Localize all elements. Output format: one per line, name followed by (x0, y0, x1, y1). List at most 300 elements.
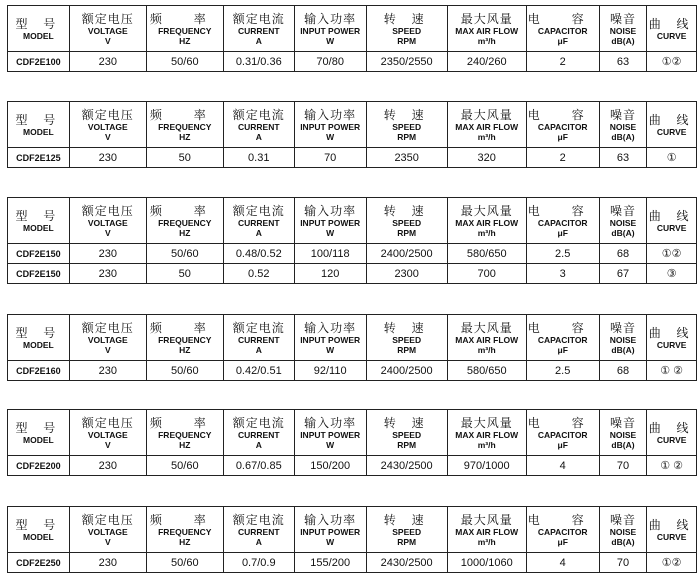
header-cn-label: 曲 线 (648, 420, 695, 435)
header-unit-label: V (104, 439, 111, 450)
model-cell: CDF2E150 (8, 264, 70, 284)
header-unit-label: HZ (179, 227, 191, 238)
header-en-label: CURRENT (237, 429, 280, 440)
header-en-label: MAX AIR FLOW (455, 429, 519, 440)
header-cn-label: 额定电压 (81, 11, 134, 26)
header-en-label: NOISE (609, 526, 637, 537)
header-cell (69, 315, 146, 361)
header-en-label: FREQUENCY (158, 429, 212, 440)
header-cn-label: 最大风量 (460, 320, 513, 335)
header-cell (447, 410, 526, 456)
header-unit-label: RPM (397, 536, 417, 547)
header-unit-label: μF (557, 439, 568, 450)
table-cell: 2 (526, 148, 599, 168)
header-cn-label: 型 号 (15, 16, 62, 31)
header-cell (146, 198, 223, 244)
header-cn-label: 型 号 (15, 517, 62, 532)
table-cell: 50 (146, 264, 223, 284)
header-en-label: CURRENT (237, 217, 280, 228)
header-cell (223, 315, 294, 361)
table-cell: 0.31 (223, 148, 294, 168)
header-cn-label: 输入功率 (304, 107, 357, 122)
table-row (8, 244, 697, 264)
header-unit-label: W (326, 131, 335, 142)
header-unit-label: HZ (179, 439, 191, 450)
table-cell: 230 (69, 361, 146, 381)
header-en-label: SPEED (392, 334, 422, 345)
header-cn-label: 频 率 (149, 203, 220, 218)
header-cell (526, 507, 599, 553)
header-cell (69, 410, 146, 456)
header-unit-label: A (255, 131, 262, 142)
table-row (8, 456, 697, 476)
spec-table (7, 506, 697, 573)
table-cell: 70/80 (294, 52, 366, 72)
header-cell (366, 102, 447, 148)
header-cell (647, 507, 697, 553)
header-cell (647, 6, 697, 52)
header-unit-label: V (104, 35, 111, 46)
header-cell (8, 6, 70, 52)
header-cn-label: 额定电流 (232, 320, 285, 335)
header-cn-label: 最大风量 (460, 107, 513, 122)
header-row (8, 6, 697, 52)
header-cell (599, 410, 647, 456)
spec-table (7, 5, 697, 72)
header-unit-label: W (326, 227, 335, 238)
header-en-label: VOLTAGE (87, 429, 128, 440)
header-unit-label: dB(A) (611, 536, 635, 547)
table-cell: 3 (526, 264, 599, 284)
header-en-label: INPUT POWER (300, 25, 361, 36)
header-cn-label: 输入功率 (304, 512, 357, 527)
table-cell: 240/260 (447, 52, 526, 72)
header-en-label: CURRENT (237, 526, 280, 537)
header-en-label: NOISE (609, 334, 637, 345)
header-unit-label: m³/h (477, 227, 496, 238)
header-cn-label: 型 号 (15, 420, 62, 435)
header-en-label: INPUT POWER (300, 526, 361, 537)
table-cell: 2430/2500 (366, 553, 447, 573)
header-cell (8, 315, 70, 361)
header-cell (647, 102, 697, 148)
table-cell: 63 (599, 148, 647, 168)
header-en-label: VOLTAGE (87, 25, 128, 36)
header-row (8, 410, 697, 456)
header-en-label: MODEL (23, 434, 54, 445)
spec-table (7, 197, 697, 284)
table-cell: 50/60 (146, 52, 223, 72)
header-en-label: CURRENT (237, 121, 280, 132)
table-cell: 970/1000 (447, 456, 526, 476)
header-en-label: CAPACITOR (537, 25, 588, 36)
header-en-label: INPUT POWER (300, 334, 361, 345)
header-cn-label: 噪音 (609, 415, 636, 430)
header-cn-label: 曲 线 (648, 325, 695, 340)
header-en-label: VOLTAGE (87, 334, 128, 345)
header-cn-label: 额定电压 (81, 107, 134, 122)
header-en-label: MAX AIR FLOW (455, 217, 519, 228)
header-en-label: SPEED (392, 429, 422, 440)
header-cn-label: 电 容 (527, 11, 598, 26)
header-cell (526, 6, 599, 52)
header-cn-label: 电 容 (527, 107, 598, 122)
header-unit-label: RPM (397, 131, 417, 142)
table-cell: 4 (526, 553, 599, 573)
header-cell (223, 102, 294, 148)
table-cell: ① ② (647, 361, 697, 381)
table-cell: 580/650 (447, 361, 526, 381)
header-en-label: CURRENT (237, 25, 280, 36)
header-cell (294, 198, 366, 244)
header-cn-label: 额定电压 (81, 415, 134, 430)
header-unit-label: A (255, 227, 262, 238)
table-cell: 1000/1060 (447, 553, 526, 573)
header-en-label: MAX AIR FLOW (455, 526, 519, 537)
header-unit-label: W (326, 344, 335, 355)
header-en-label: MODEL (23, 222, 54, 233)
header-cn-label: 频 率 (149, 320, 220, 335)
header-cn-label: 输入功率 (304, 320, 357, 335)
table-cell: 50/60 (146, 244, 223, 264)
header-cell (223, 198, 294, 244)
header-unit-label: m³/h (477, 439, 496, 450)
header-cn-label: 频 率 (149, 512, 220, 527)
header-unit-label: m³/h (477, 131, 496, 142)
header-cell (294, 315, 366, 361)
table-cell: 230 (69, 456, 146, 476)
table-cell: ① (647, 148, 697, 168)
table-row (8, 148, 697, 168)
header-en-label: VOLTAGE (87, 217, 128, 228)
header-cn-label: 噪音 (609, 512, 636, 527)
table-cell: 70 (294, 148, 366, 168)
header-unit-label: dB(A) (611, 344, 635, 355)
table-cell: ①② (647, 244, 697, 264)
header-unit-label: dB(A) (611, 131, 635, 142)
header-cell (294, 6, 366, 52)
table-cell: ①② (647, 553, 697, 573)
model-cell: CDF2E100 (8, 52, 70, 72)
spec-table (7, 409, 697, 476)
header-cell (599, 507, 647, 553)
header-cn-label: 电 容 (527, 512, 598, 527)
table-cell: ③ (647, 264, 697, 284)
header-unit-label: A (255, 344, 262, 355)
header-cell (366, 507, 447, 553)
table-cell: 2 (526, 52, 599, 72)
header-cn-label: 最大风量 (460, 512, 513, 527)
header-unit-label: μF (557, 227, 568, 238)
table-cell: 68 (599, 361, 647, 381)
table-cell: 2350 (366, 148, 447, 168)
header-unit-label: RPM (397, 439, 417, 450)
header-cell (526, 410, 599, 456)
header-cn-label: 型 号 (15, 208, 62, 223)
header-cn-label: 转 速 (383, 320, 430, 335)
header-en-label: NOISE (609, 429, 637, 440)
header-cell (146, 6, 223, 52)
table-cell: 2400/2500 (366, 244, 447, 264)
header-unit-label: W (326, 536, 335, 547)
header-cell (146, 102, 223, 148)
header-en-label: FREQUENCY (158, 25, 212, 36)
header-en-label: MODEL (23, 339, 54, 350)
header-en-label: CURVE (656, 531, 687, 542)
header-en-label: FREQUENCY (158, 526, 212, 537)
header-cn-label: 型 号 (15, 112, 62, 127)
header-en-label: CAPACITOR (537, 334, 588, 345)
header-en-label: CURVE (656, 339, 687, 350)
header-unit-label: V (104, 536, 111, 547)
header-cn-label: 电 容 (527, 203, 598, 218)
table-cell: 0.52 (223, 264, 294, 284)
header-cn-label: 输入功率 (304, 203, 357, 218)
header-cell (69, 198, 146, 244)
header-cell (223, 410, 294, 456)
header-en-label: NOISE (609, 25, 637, 36)
header-cell (599, 6, 647, 52)
header-cn-label: 输入功率 (304, 11, 357, 26)
header-cell (69, 6, 146, 52)
header-en-label: CAPACITOR (537, 121, 588, 132)
table-cell: 230 (69, 264, 146, 284)
header-cell (647, 198, 697, 244)
header-en-label: VOLTAGE (87, 526, 128, 537)
header-cell (8, 102, 70, 148)
header-cell (294, 102, 366, 148)
header-cell (366, 6, 447, 52)
header-cell (647, 410, 697, 456)
header-unit-label: W (326, 439, 335, 450)
header-en-label: INPUT POWER (300, 217, 361, 228)
header-en-label: INPUT POWER (300, 429, 361, 440)
header-unit-label: μF (557, 536, 568, 547)
header-cell (8, 198, 70, 244)
header-en-label: CAPACITOR (537, 526, 588, 537)
header-cn-label: 额定电压 (81, 320, 134, 335)
header-en-label: INPUT POWER (300, 121, 361, 132)
header-unit-label: HZ (179, 344, 191, 355)
table-cell: 2300 (366, 264, 447, 284)
header-en-label: CAPACITOR (537, 429, 588, 440)
header-en-label: CURVE (656, 30, 687, 41)
header-cell (223, 6, 294, 52)
header-en-label: CURVE (656, 126, 687, 137)
header-cn-label: 最大风量 (460, 415, 513, 430)
header-en-label: SPEED (392, 526, 422, 537)
table-cell: 63 (599, 52, 647, 72)
header-cell (146, 315, 223, 361)
header-cn-label: 转 速 (383, 512, 430, 527)
header-cell (447, 102, 526, 148)
header-cn-label: 噪音 (609, 107, 636, 122)
table-cell: 2350/2550 (366, 52, 447, 72)
table-cell: 230 (69, 553, 146, 573)
header-cell (69, 102, 146, 148)
header-en-label: MAX AIR FLOW (455, 334, 519, 345)
header-unit-label: HZ (179, 536, 191, 547)
header-row (8, 315, 697, 361)
table-cell: 70 (599, 456, 647, 476)
header-unit-label: m³/h (477, 344, 496, 355)
header-cn-label: 型 号 (15, 325, 62, 340)
model-cell: CDF2E250 (8, 553, 70, 573)
header-unit-label: V (104, 227, 111, 238)
header-cn-label: 噪音 (609, 11, 636, 26)
spec-table (7, 101, 697, 168)
table-cell: 580/650 (447, 244, 526, 264)
table-cell: 230 (69, 244, 146, 264)
header-cell (599, 102, 647, 148)
table-row (8, 361, 697, 381)
table-cell: 100/118 (294, 244, 366, 264)
table-cell: ①② (647, 52, 697, 72)
table-cell: 4 (526, 456, 599, 476)
header-row (8, 198, 697, 244)
header-cn-label: 频 率 (149, 415, 220, 430)
header-en-label: CURRENT (237, 334, 280, 345)
header-cn-label: 转 速 (383, 11, 430, 26)
table-cell: 2400/2500 (366, 361, 447, 381)
header-en-label: SPEED (392, 25, 422, 36)
header-cell (294, 507, 366, 553)
header-row (8, 102, 697, 148)
header-cn-label: 额定电压 (81, 512, 134, 527)
header-cell (146, 507, 223, 553)
table-cell: 2.5 (526, 244, 599, 264)
header-cn-label: 噪音 (609, 203, 636, 218)
header-en-label: CURVE (656, 434, 687, 445)
header-unit-label: dB(A) (611, 439, 635, 450)
table-cell: 230 (69, 148, 146, 168)
header-en-label: MODEL (23, 531, 54, 542)
table-cell: 0.48/0.52 (223, 244, 294, 264)
table-cell: 320 (447, 148, 526, 168)
table-cell: 50/60 (146, 456, 223, 476)
header-unit-label: A (255, 439, 262, 450)
header-unit-label: RPM (397, 344, 417, 355)
header-cn-label: 电 容 (527, 415, 598, 430)
header-cell (447, 315, 526, 361)
header-unit-label: m³/h (477, 35, 496, 46)
table-cell: 0.31/0.36 (223, 52, 294, 72)
header-cell (223, 507, 294, 553)
header-cell (447, 507, 526, 553)
header-en-label: FREQUENCY (158, 334, 212, 345)
header-en-label: FREQUENCY (158, 217, 212, 228)
header-cn-label: 噪音 (609, 320, 636, 335)
header-cell (8, 507, 70, 553)
header-en-label: MAX AIR FLOW (455, 25, 519, 36)
header-cn-label: 额定电压 (81, 203, 134, 218)
header-cn-label: 曲 线 (648, 208, 695, 223)
header-unit-label: dB(A) (611, 35, 635, 46)
header-cn-label: 转 速 (383, 203, 430, 218)
table-row (8, 264, 697, 284)
spec-table (7, 314, 697, 381)
model-cell: CDF2E160 (8, 361, 70, 381)
table-cell: 120 (294, 264, 366, 284)
header-cn-label: 额定电流 (232, 512, 285, 527)
header-cell (69, 507, 146, 553)
table-row (8, 553, 697, 573)
table-cell: 150/200 (294, 456, 366, 476)
table-cell: 70 (599, 553, 647, 573)
table-row (8, 52, 697, 72)
header-cn-label: 频 率 (149, 11, 220, 26)
table-cell: 68 (599, 244, 647, 264)
header-en-label: NOISE (609, 121, 637, 132)
table-cell: 230 (69, 52, 146, 72)
header-row (8, 507, 697, 553)
header-unit-label: HZ (179, 35, 191, 46)
header-unit-label: μF (557, 35, 568, 46)
table-cell: 700 (447, 264, 526, 284)
header-unit-label: μF (557, 131, 568, 142)
header-unit-label: A (255, 536, 262, 547)
header-unit-label: V (104, 131, 111, 142)
header-unit-label: RPM (397, 227, 417, 238)
header-cn-label: 转 速 (383, 107, 430, 122)
header-cell (447, 198, 526, 244)
table-cell: 0.67/0.85 (223, 456, 294, 476)
model-cell: CDF2E200 (8, 456, 70, 476)
header-en-label: CAPACITOR (537, 217, 588, 228)
model-cell: CDF2E150 (8, 244, 70, 264)
header-cn-label: 额定电流 (232, 11, 285, 26)
header-cn-label: 曲 线 (648, 517, 695, 532)
header-unit-label: V (104, 344, 111, 355)
header-unit-label: m³/h (477, 536, 496, 547)
header-cn-label: 额定电流 (232, 203, 285, 218)
header-unit-label: W (326, 35, 335, 46)
header-unit-label: RPM (397, 35, 417, 46)
header-cell (366, 198, 447, 244)
header-cell (526, 102, 599, 148)
header-cell (526, 198, 599, 244)
header-cn-label: 最大风量 (460, 11, 513, 26)
header-cn-label: 曲 线 (648, 112, 695, 127)
header-unit-label: dB(A) (611, 227, 635, 238)
header-cn-label: 最大风量 (460, 203, 513, 218)
header-en-label: NOISE (609, 217, 637, 228)
table-cell: 92/110 (294, 361, 366, 381)
header-cn-label: 额定电流 (232, 107, 285, 122)
table-cell: ① ② (647, 456, 697, 476)
header-unit-label: HZ (179, 131, 191, 142)
header-cell (647, 315, 697, 361)
header-cell (146, 410, 223, 456)
header-cn-label: 频 率 (149, 107, 220, 122)
table-cell: 0.42/0.51 (223, 361, 294, 381)
header-cn-label: 转 速 (383, 415, 430, 430)
header-en-label: FREQUENCY (158, 121, 212, 132)
table-cell: 50/60 (146, 361, 223, 381)
model-cell: CDF2E125 (8, 148, 70, 168)
header-en-label: MAX AIR FLOW (455, 121, 519, 132)
header-cell (599, 315, 647, 361)
header-cn-label: 电 容 (527, 320, 598, 335)
header-cn-label: 曲 线 (648, 16, 695, 31)
header-cn-label: 输入功率 (304, 415, 357, 430)
table-cell: 155/200 (294, 553, 366, 573)
table-cell: 2.5 (526, 361, 599, 381)
header-cn-label: 额定电流 (232, 415, 285, 430)
header-en-label: SPEED (392, 121, 422, 132)
header-cell (447, 6, 526, 52)
header-cell (366, 315, 447, 361)
